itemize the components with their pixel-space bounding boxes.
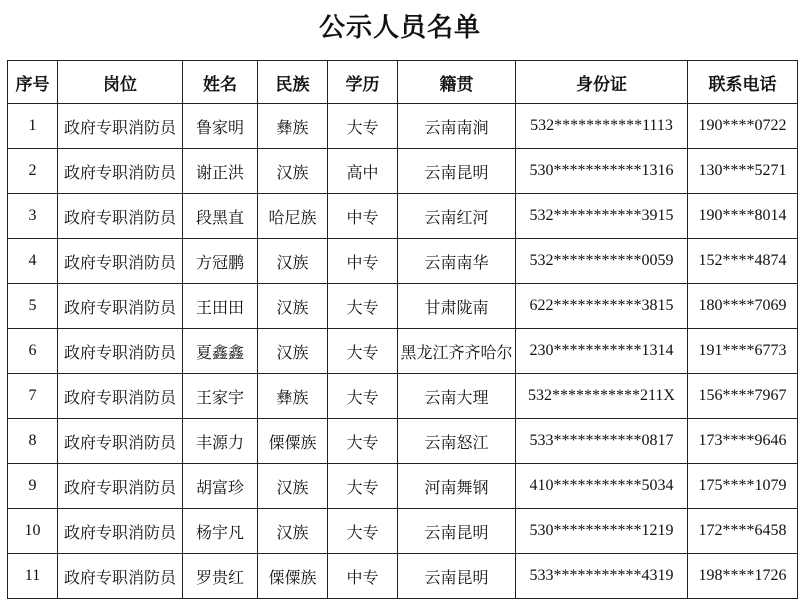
cell-education: 大专: [328, 284, 398, 329]
cell-serial: 1: [8, 104, 58, 149]
cell-ethnicity: 彝族: [258, 104, 328, 149]
cell-serial: 8: [8, 419, 58, 464]
cell-native-place: 云南南华: [398, 239, 516, 284]
table-row: [8, 149, 798, 194]
cell-ethnicity: 汉族: [258, 149, 328, 194]
cell-ethnicity: 汉族: [258, 509, 328, 554]
cell-native-place: 云南怒江: [398, 419, 516, 464]
cell-ethnicity: 汉族: [258, 464, 328, 509]
table-row: [8, 194, 798, 239]
cell-position: 政府专职消防员: [58, 194, 183, 239]
cell-id-number: 533***********0817: [516, 419, 688, 464]
cell-serial: 7: [8, 374, 58, 419]
cell-phone: 156****7967: [688, 374, 798, 419]
table-row: [8, 419, 798, 464]
cell-position: 政府专职消防员: [58, 149, 183, 194]
cell-name: 胡富珍: [183, 464, 258, 509]
cell-native-place: 黑龙江齐齐哈尔: [398, 329, 516, 374]
cell-phone: 190****0722: [688, 104, 798, 149]
table-row: [8, 554, 798, 599]
cell-education: 大专: [328, 419, 398, 464]
cell-education: 大专: [328, 509, 398, 554]
cell-serial: 4: [8, 239, 58, 284]
cell-native-place: 云南昆明: [398, 149, 516, 194]
cell-serial: 5: [8, 284, 58, 329]
cell-education: 中专: [328, 194, 398, 239]
cell-serial: 2: [8, 149, 58, 194]
cell-phone: 175****1079: [688, 464, 798, 509]
cell-serial: 10: [8, 509, 58, 554]
cell-education: 中专: [328, 554, 398, 599]
cell-serial: 6: [8, 329, 58, 374]
cell-education: 大专: [328, 374, 398, 419]
cell-education: 中专: [328, 239, 398, 284]
cell-id-number: 530***********1219: [516, 509, 688, 554]
cell-native-place: 云南红河: [398, 194, 516, 239]
cell-serial: 3: [8, 194, 58, 239]
cell-name: 王家宇: [183, 374, 258, 419]
cell-serial: 11: [8, 554, 58, 599]
cell-name: 段黑直: [183, 194, 258, 239]
cell-native-place: 云南昆明: [398, 509, 516, 554]
table-row: [8, 239, 798, 284]
table-row: [8, 284, 798, 329]
cell-education: 大专: [328, 329, 398, 374]
cell-native-place: 云南南涧: [398, 104, 516, 149]
cell-position: 政府专职消防员: [58, 284, 183, 329]
cell-id-number: 533***********4319: [516, 554, 688, 599]
table-row: [8, 374, 798, 419]
cell-ethnicity: 汉族: [258, 329, 328, 374]
table-row: [8, 104, 798, 149]
cell-id-number: 622***********3815: [516, 284, 688, 329]
cell-phone: 152****4874: [688, 239, 798, 284]
header-position: 岗位: [58, 61, 183, 104]
cell-position: 政府专职消防员: [58, 464, 183, 509]
cell-ethnicity: 哈尼族: [258, 194, 328, 239]
cell-position: 政府专职消防员: [58, 419, 183, 464]
cell-ethnicity: 汉族: [258, 239, 328, 284]
cell-name: 谢正洪: [183, 149, 258, 194]
cell-id-number: 230***********1314: [516, 329, 688, 374]
cell-name: 杨宇凡: [183, 509, 258, 554]
cell-ethnicity: 傈僳族: [258, 554, 328, 599]
cell-native-place: 甘肃陇南: [398, 284, 516, 329]
table-row: [8, 329, 798, 374]
cell-ethnicity: 傈僳族: [258, 419, 328, 464]
header-id-number: 身份证: [516, 61, 688, 104]
header-ethnicity: 民族: [258, 61, 328, 104]
cell-id-number: 532***********0059: [516, 239, 688, 284]
cell-phone: 190****8014: [688, 194, 798, 239]
table-row: [8, 464, 798, 509]
header-phone: 联系电话: [688, 61, 798, 104]
cell-phone: 130****5271: [688, 149, 798, 194]
header-education: 学历: [328, 61, 398, 104]
header-name: 姓名: [183, 61, 258, 104]
cell-phone: 172****6458: [688, 509, 798, 554]
table-header-row: [8, 61, 798, 104]
cell-native-place: 云南昆明: [398, 554, 516, 599]
cell-position: 政府专职消防员: [58, 329, 183, 374]
header-native-place: 籍贯: [398, 61, 516, 104]
cell-phone: 191****6773: [688, 329, 798, 374]
cell-name: 王田田: [183, 284, 258, 329]
cell-position: 政府专职消防员: [58, 554, 183, 599]
roster-table: [7, 60, 798, 599]
cell-native-place: 云南大理: [398, 374, 516, 419]
cell-position: 政府专职消防员: [58, 374, 183, 419]
cell-id-number: 532***********3915: [516, 194, 688, 239]
cell-id-number: 532***********1113: [516, 104, 688, 149]
cell-native-place: 河南舞钢: [398, 464, 516, 509]
page-title: 公示人员名单: [318, 13, 481, 43]
cell-serial: 9: [8, 464, 58, 509]
cell-phone: 180****7069: [688, 284, 798, 329]
cell-education: 大专: [328, 104, 398, 149]
cell-name: 方冠鹏: [183, 239, 258, 284]
cell-education: 大专: [328, 464, 398, 509]
cell-position: 政府专职消防员: [58, 239, 183, 284]
cell-name: 丰源力: [183, 419, 258, 464]
cell-phone: 198****1726: [688, 554, 798, 599]
cell-position: 政府专职消防员: [58, 104, 183, 149]
table-row: [8, 509, 798, 554]
cell-education: 高中: [328, 149, 398, 194]
cell-id-number: 410***********5034: [516, 464, 688, 509]
table-body: [8, 104, 798, 599]
cell-id-number: 532***********211X: [516, 374, 688, 419]
cell-position: 政府专职消防员: [58, 509, 183, 554]
cell-name: 鲁家明: [183, 104, 258, 149]
cell-name: 罗贵红: [183, 554, 258, 599]
cell-phone: 173****9646: [688, 419, 798, 464]
cell-name: 夏鑫鑫: [183, 329, 258, 374]
cell-ethnicity: 彝族: [258, 374, 328, 419]
cell-id-number: 530***********1316: [516, 149, 688, 194]
header-serial: 序号: [8, 61, 58, 104]
cell-ethnicity: 汉族: [258, 284, 328, 329]
